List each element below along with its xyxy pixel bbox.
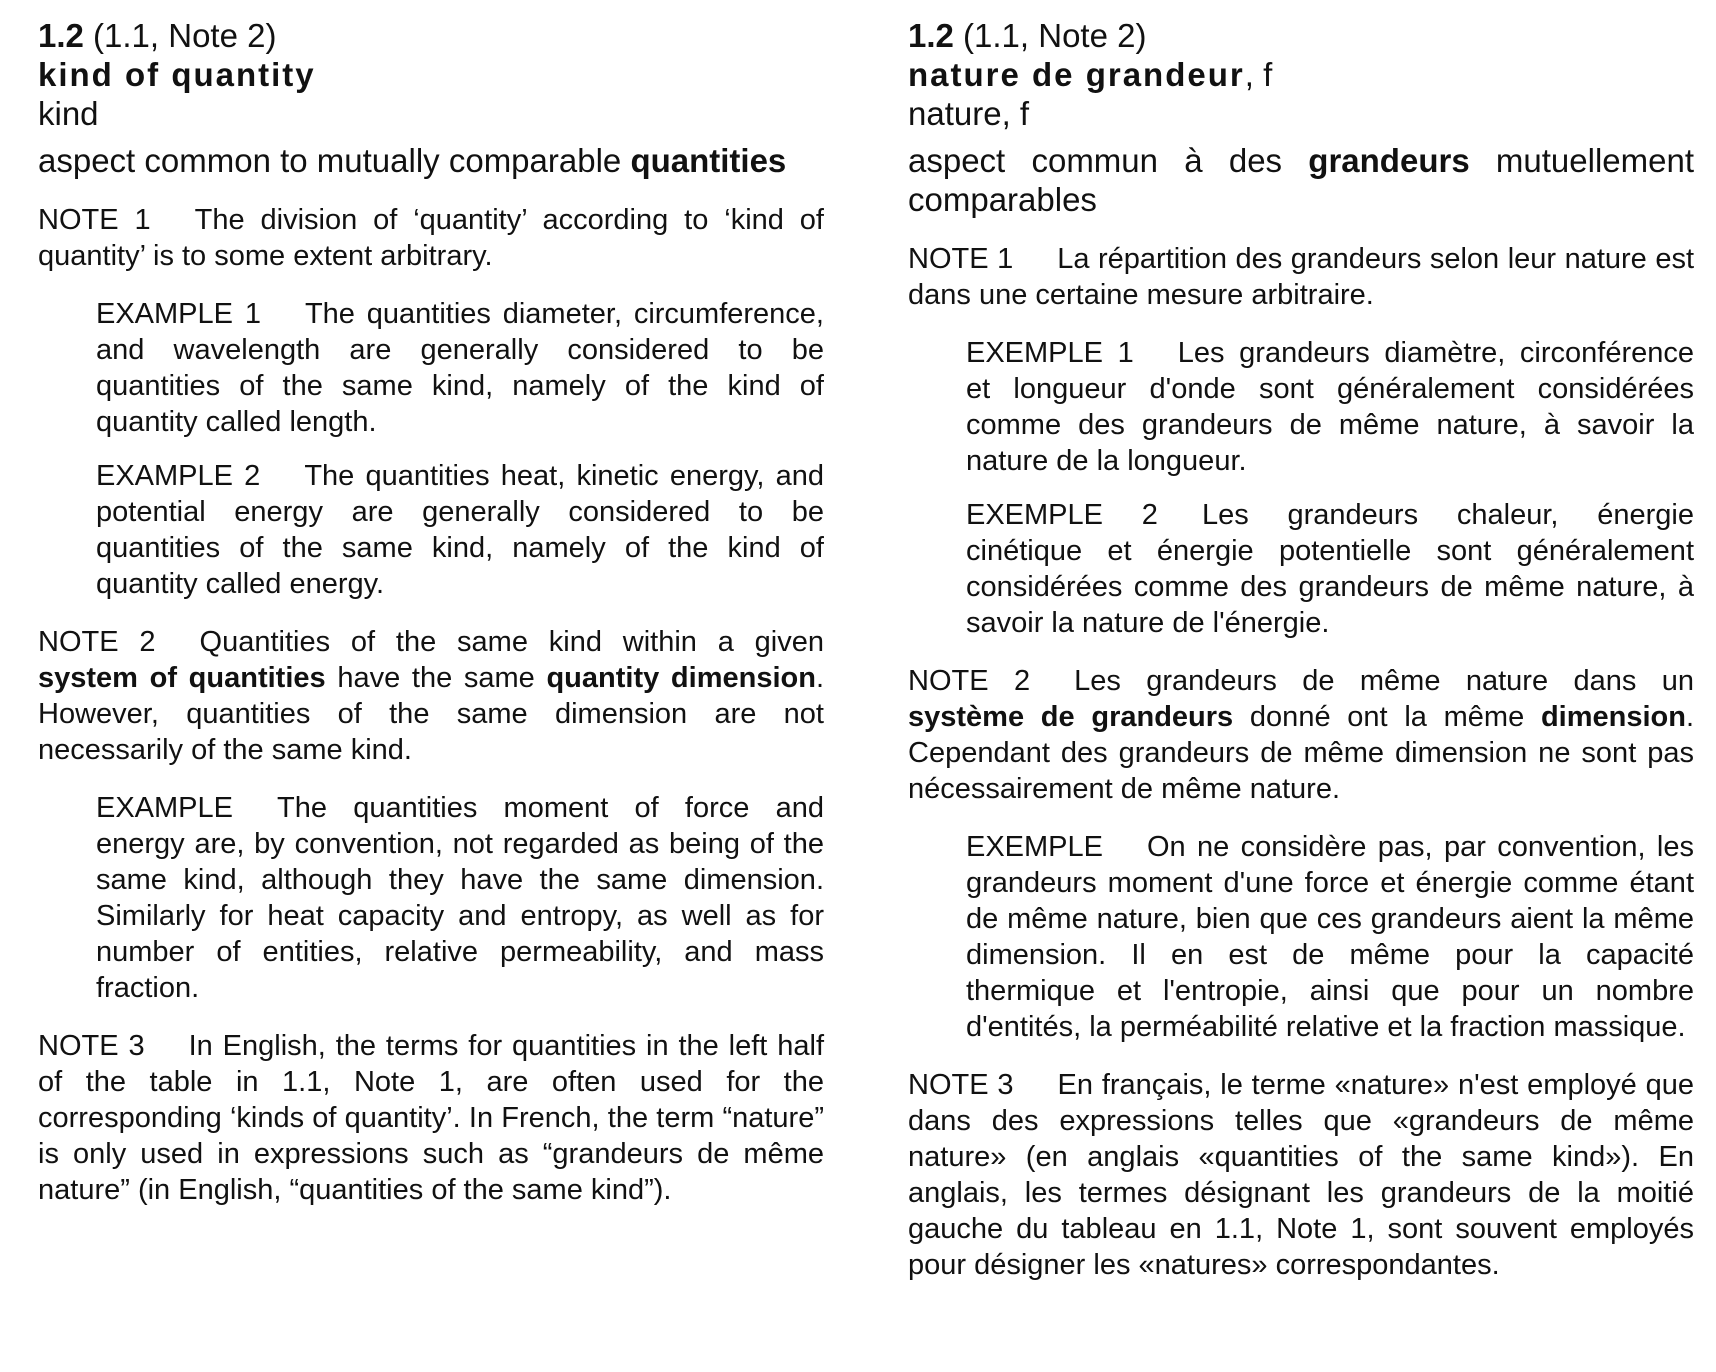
entry-heading xyxy=(908,16,1694,55)
definition-text: aspect common to mutually comparable xyxy=(38,142,631,179)
example-text: Les grandeurs chaleur, énergie cinétique et énergie potentielle sont généralement considérées comme des grandeurs de même nature, à savoir la nature de l'énergie. xyxy=(966,499,1695,639)
entry-number: 1.2 xyxy=(38,17,84,54)
example-label: EXAMPLE 2 xyxy=(96,460,261,492)
example-text: The quantities moment of force and energy are, by convention, not regarded as being of the same kind, although they have the same dimension. Similarly for heat capacity and entropy, as well as for number of entities, relative permeability, and mass fraction. xyxy=(96,792,824,1004)
note-3 xyxy=(38,1028,824,1208)
definition xyxy=(38,141,824,180)
definition-text: aspect commun à des xyxy=(908,142,1309,179)
term-gender: , f xyxy=(1244,56,1273,93)
example-label: EXEMPLE 2 xyxy=(966,499,1158,531)
french-column xyxy=(908,16,1694,1283)
note-text: The division of ‘quantity’ according to ‘kind of quantity’ is to some extent arbitrary. xyxy=(38,204,824,272)
note-text: La répartition des grandeurs selon leur nature est dans une certaine mesure arbitraire. xyxy=(908,243,1694,311)
preferred-term: nature de grandeur xyxy=(908,56,1245,93)
example-text: Les grandeurs diamètre, circonférence et longueur d'onde sont généralement considérées comme des grandeurs de même nature, à savoir la nature de la longueur. xyxy=(966,337,1695,477)
note-text: Quantities of the same kind within a given xyxy=(199,626,825,658)
definition-link-term: quantities xyxy=(630,142,787,179)
example-2 xyxy=(96,458,824,602)
example-label: EXAMPLE xyxy=(96,792,233,824)
note-label: NOTE 2 xyxy=(908,665,1031,697)
synonym-term: nature, f xyxy=(908,95,1030,132)
example-3 xyxy=(96,790,824,1006)
note-text: En français, le terme «nature» n'est employé que dans des expressions telles que «grandeurs de même nature» (en anglais «quantities of the same kind»). En anglais, les termes désignant les grandeurs de la moitié gauche du tableau en 1.1, Note 1, sont souvent employés pour désigner les «natures» correspondantes. xyxy=(908,1069,1694,1281)
note-2 xyxy=(908,663,1694,807)
note-link-term: system of quantities xyxy=(38,662,326,694)
example-3 xyxy=(966,829,1694,1045)
note-text: . However, quantities of the same dimension are not necessarily of the same kind. xyxy=(38,662,824,766)
definition-link-term: grandeurs xyxy=(1308,142,1470,179)
example-label: EXAMPLE 1 xyxy=(96,298,261,330)
example-text: On ne considère pas, par convention, les grandeurs moment d'une force et énergie comme étant de même nature, bien que ces grandeurs aient la même dimension. Il en est de même pour la capacité thermique et l'entropie, ainsi que pour un nombre d'entités, la perméabilité relative et la fraction massique. xyxy=(966,831,1694,1043)
entry-number: 1.2 xyxy=(908,17,954,54)
note-link-term: quantity dimension xyxy=(546,662,816,694)
note-link-term: système de grandeurs xyxy=(908,701,1234,733)
note-text: have the same xyxy=(325,662,547,694)
example-1 xyxy=(966,335,1694,479)
entry-reference: (1.1, Note 2) xyxy=(963,17,1147,54)
note-3 xyxy=(908,1067,1694,1283)
note-text: donné ont la même xyxy=(1233,701,1541,733)
note-label: NOTE 3 xyxy=(38,1030,145,1062)
note-1 xyxy=(908,241,1694,313)
example-text: The quantities diameter, circumference, and wavelength are generally considered to be quantities of the same kind, namely of the kind of quantity called length. xyxy=(96,298,824,438)
note-label: NOTE 1 xyxy=(38,204,151,236)
entry-heading xyxy=(38,16,824,55)
note-1 xyxy=(38,202,824,274)
example-text: The quantities heat, kinetic energy, and potential energy are generally considered to be quantities of the same kind, namely of the kind of quantity called energy. xyxy=(96,460,824,600)
example-1 xyxy=(96,296,824,440)
english-column xyxy=(38,16,824,1208)
example-2 xyxy=(966,497,1694,641)
note-text: Les grandeurs de même nature dans un xyxy=(1074,665,1694,697)
note-label: NOTE 3 xyxy=(908,1069,1014,1101)
synonym-term: kind xyxy=(38,95,99,132)
preferred-term-line xyxy=(908,55,1694,94)
note-2 xyxy=(38,624,824,768)
note-label: NOTE 2 xyxy=(38,626,156,658)
note-text: . Cependant des grandeurs de même dimension ne sont pas nécessairement de même nature. xyxy=(908,701,1695,805)
definition xyxy=(908,141,1694,219)
preferred-term: kind of quantity xyxy=(38,56,316,93)
example-label: EXEMPLE xyxy=(966,831,1103,863)
example-label: EXEMPLE 1 xyxy=(966,337,1134,369)
note-text: In English, the terms for quantities in the left half of the table in 1.1, Note 1, are often used for the corresponding ‘kinds of quantity’. In French, the term “nature” is only used in expressions such as “grandeurs de même nature” (in English, “quantities of the same kind”). xyxy=(38,1030,825,1206)
note-link-term: dimension xyxy=(1540,701,1686,733)
entry-reference: (1.1, Note 2) xyxy=(93,17,277,54)
definition-text: mutuellement comparables xyxy=(908,142,1695,218)
note-label: NOTE 1 xyxy=(908,243,1014,275)
